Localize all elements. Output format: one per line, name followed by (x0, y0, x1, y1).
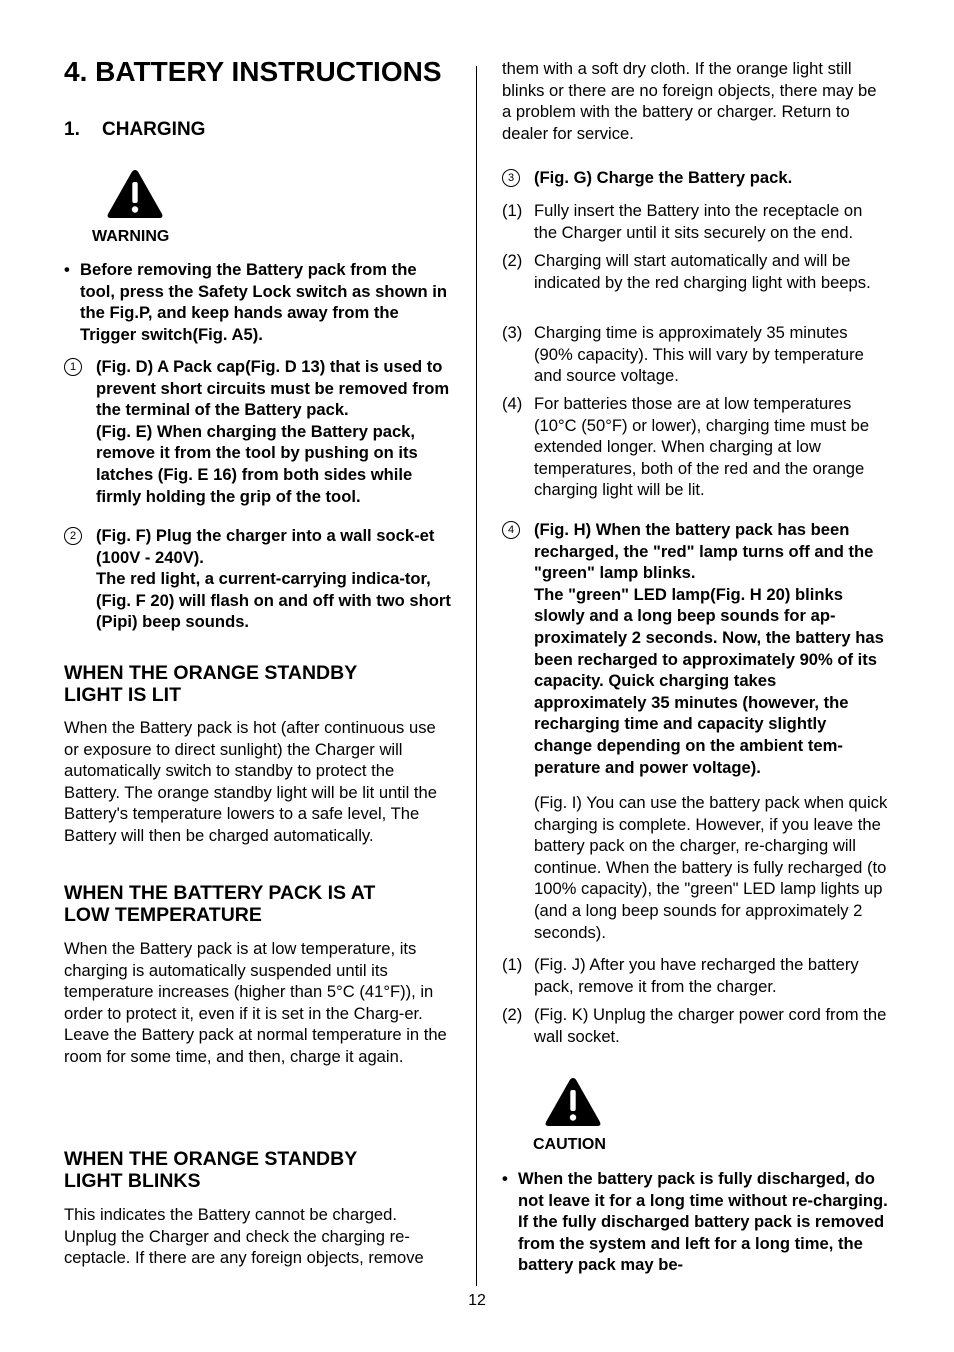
item-text: Charging time is approximately 35 minutes (90% capacity). This will vary by temperature and source voltage. (534, 323, 864, 386)
step-3 (502, 167, 888, 189)
warning-bullet (64, 259, 454, 345)
caution-label: CAUTION (533, 1136, 606, 1153)
step-2-text: (Fig. F) Plug the charger into a wall sock-et (100V - 240V). The red light, a current-carrying indica-tor, (Fig. F 20) will flash on and off with two short (Pipi) beep sounds. (96, 526, 451, 632)
step-4 (502, 519, 888, 778)
item-text: For batteries those are at low temperatures (10°C (50°F) or lower), charging time must be extended longer. When charging at low temperatures, both of the red and the orange charging light will be lit. (534, 394, 870, 500)
step-3-item-2 (502, 250, 888, 293)
caution-icon (544, 1076, 602, 1128)
section-heading-orange-lit: WHEN THE ORANGE STANDBY LIGHT IS LIT (64, 662, 358, 706)
caution-bullet-text: When the battery pack is fully discharged, do not leave it for a long time without re-charging. If the fully discharged battery pack is removed from the system and left for a long time, the battery pack may be- (518, 1169, 888, 1275)
section-text-orange-blinks: This indicates the Battery cannot be charged. Unplug the Charger and check the charging re-ceptacle. If there are any foreign objects, remove (64, 1205, 424, 1268)
bullet-icon: • (64, 260, 70, 279)
step-marker-2: 2 (64, 527, 82, 545)
section-number: 1. (64, 119, 80, 140)
section-text-low-temp: When the Battery pack is at low temperature, its charging is automatically suspended until its temperature increases (higher than 5°C (41°F)), in order to protect it, even if it is set in the Charg-er. Leave the Battery pack at normal temperature in the room for some time, and then, charge it again. (64, 939, 447, 1066)
item-number: (4) (502, 394, 523, 413)
step-3-item-4 (502, 393, 888, 501)
item-number: (1) (502, 955, 523, 974)
item-text: (Fig. J) After you have recharged the battery pack, remove it from the charger. (534, 955, 859, 996)
warning-icon (106, 168, 164, 220)
item-number: (3) (502, 323, 523, 342)
item-number: (2) (502, 1005, 523, 1024)
step-1 (64, 356, 454, 507)
section-title: CHARGING (102, 119, 206, 140)
step-4-item-1 (502, 954, 888, 997)
step-3-text: (Fig. G) Charge the Battery pack. (534, 168, 793, 187)
step-marker-3: 3 (502, 169, 520, 187)
caution-bullet (502, 1168, 888, 1276)
section-heading-orange-blinks: WHEN THE ORANGE STANDBY LIGHT BLINKS (64, 1148, 358, 1192)
page-number: 12 (468, 1292, 486, 1309)
step-marker-1: 1 (64, 358, 82, 376)
step-3-item-3 (502, 322, 888, 387)
step-2 (64, 525, 454, 633)
item-text: Charging will start automatically and will be indicated by the red charging light with beeps. (534, 251, 871, 292)
warning-bullet-text: Before removing the Battery pack from the tool, press the Safety Lock switch as shown in the Fig.P, and keep hands away from the Trigger switch(Fig. A5). (80, 260, 447, 344)
step-3-item-1 (502, 200, 888, 243)
step-4-note: (Fig. I) You can use the battery pack when quick charging is complete. However, if you leave the battery pack on the charger, re-charging will continue. When the battery is fully recharged (to 100% capacity), the "green" LED lamp lights up (and a long beep sounds for approximately 2 seconds). (534, 793, 888, 942)
page-title: 4. BATTERY INSTRUCTIONS (64, 56, 442, 87)
step-1-text: (Fig. D) A Pack cap(Fig. D 13) that is used to prevent short circuits must be removed from the terminal of the Battery pack. (Fig. E) When charging the Battery pack, remove it from the tool by pushing on its latches (Fig. E 16) from both sides while firmly holding the grip of the tool. (96, 357, 450, 506)
item-number: (2) (502, 251, 523, 270)
bullet-icon: • (502, 1169, 508, 1188)
step-4-text: (Fig. H) When the battery pack has been recharged, the "red" lamp turns off and the "green" lamp blinks. The "green" LED lamp(Fig. H 20) blinks slowly and a long beep sounds for ap-proximately 2 seconds. Now, the battery has been recharged to approximately 90% of its capacity. Quick charging takes approximately 35 minutes (however, the recharging time and capacity slightly change depending on the ambient tem-perature and power voltage). (534, 520, 884, 777)
item-number: (1) (502, 201, 523, 220)
section-heading-low-temp: WHEN THE BATTERY PACK IS AT LOW TEMPERATURE (64, 882, 376, 926)
continued-text: them with a soft dry cloth. If the orange light still blinks or there are no foreign objects, there may be a problem with the battery or charger. Return to dealer for service. (502, 59, 877, 143)
section-heading-charging (64, 119, 205, 141)
step-4-item-2 (502, 1004, 888, 1047)
column-divider (476, 66, 477, 1286)
step-marker-4: 4 (502, 521, 520, 539)
warning-label: WARNING (92, 228, 170, 245)
item-text: (Fig. K) Unplug the charger power cord from the wall socket. (534, 1005, 887, 1046)
item-text: Fully insert the Battery into the receptacle on the Charger until it sits securely on the end. (534, 201, 863, 242)
section-text-orange-lit: When the Battery pack is hot (after continuous use or exposure to direct sunlight) the Charger will automatically switch to standby to protect the Battery. The orange standby light will be lit until the Battery's temperature lowers to a safe level, The Battery will then be charged automatically. (64, 718, 437, 845)
